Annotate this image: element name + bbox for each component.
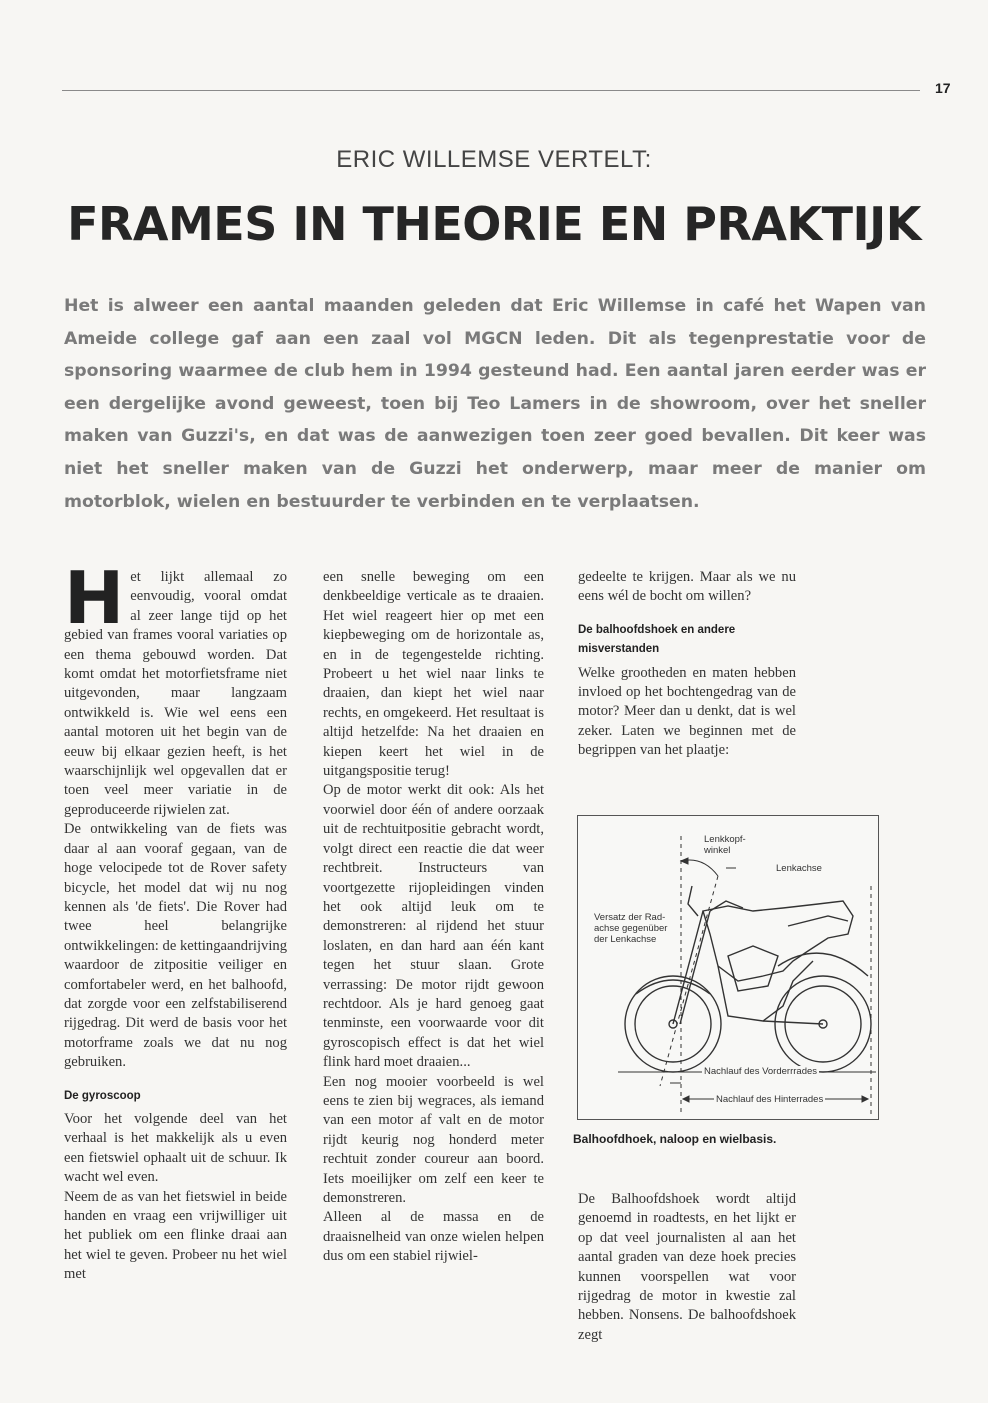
label-nachlauf-hinterrad: Nachlauf des Hinterrades [716, 1094, 824, 1105]
figure-caption: Balhoofdhoek, naloop en wielbasis. [573, 1132, 777, 1146]
paragraph: De Balhoofdshoek wordt altijd genoemd in roadtests, en het lijkt er op dat veel journalisten al aan het aantal graden van deze hoek precies kunnen voorspellen wat voor rijgedrag de motor in kwestie zal hebben. Nonsens. De balhoofdshoek zegt [578, 1191, 796, 1343]
label-lenkkopfwinkel: Lenkkopf- winkel [704, 834, 746, 856]
label-lenkachse: Lenkachse [776, 863, 822, 874]
subheading-gyroscoop: De gyroscoop [64, 1089, 141, 1102]
article-kicker: ERIC WILLEMSE VERTELT: [336, 146, 652, 173]
paragraph-text: et lijkt allemaal zo eenvoudig, vooral omdat al zeer lange tijd op het gebied van frames vooral variaties op een thema gebouwd worden. Dat komt omdat het motorfietsframe niet uitgevonden, maar langzaam ontwikkeld is. Wie wel eens een aantal motoren uit het begin van de eeuw bij elkaar gezien heeft, is het waarschijnlijk wel opgevallen dat er toen veel meer variatie in de geproduceerde rijwielen zat. [64, 569, 287, 818]
column-3 [578, 568, 796, 761]
paragraph [64, 556, 287, 820]
paragraph: gedeelte te krijgen. Maar als we nu eens wél de bocht om willen? [578, 569, 796, 605]
paragraph: Voor het volgende deel van het verhaal is het makkelijk als u even een fietswiel ophaalt uit de schuur. Ik wacht wel even. [64, 1110, 287, 1186]
paragraph: Op de motor werkt dit ook: Als het voorwiel door één of andere oorzaak uit de rechtuitpositie gebracht wordt, volgt direct een reactie die dat weer rechtbreit. Instructeurs van voortgezette rijopleidingen vinden het ook altijd leuk om te demonstreren: al rijdend het stuur loslaten, en dan hard aan één kant tegen het stuur slaan. Grote verrassing: De motor rijdt gewoon rechtdoor. Als je hard genoeg gaat tenminste, een voorwaarde voor dit gyroscopisch effect is dat het wiel flink hard moet draaien... [323, 782, 544, 1071]
column-2 [323, 568, 544, 1267]
header-rule [62, 90, 920, 91]
paragraph: Alleen al de massa en de draaisnelheid van onze wielen helpen dus om een stabiel rijwiel- [323, 1209, 544, 1265]
subheading-balhoofdshoek: De balhoofdshoek en andere misverstanden [578, 623, 736, 656]
drop-cap: H [64, 556, 125, 640]
page-number: 17 [935, 80, 951, 96]
paragraph: Neem de as van het fietswiel in beide handen en vraag een vrijwilliger uit het publiek om een flinke draai aan het wiel te geven. Probeer nu het wiel met [64, 1188, 287, 1283]
paragraph: een snelle beweging om een denkbeeldige verticale as te draaien. Het wiel reageert hier op met een kiepbeweging om de horizontale as, en in de tegengestelde richting. Probeert u het wiel naar links te draaien, dan kiept het wiel naar rechts, en omgekeerd. Het resultaat is altijd hetzelfde: Na het draaien en kiepen keert het wiel in de uitgangspositie terug! [323, 569, 544, 780]
article-intro: Het is alweer een aantal maanden geleden dat Eric Willemse in café het Wapen van Ameide college gaf aan een zaal vol MGCN leden. Dit als tegenprestatie voor de sponsoring waarmee de club hem in 1994 gesteund had. Een aantal jaren eerder was er een dergelijke avond geweest, toen bij Teo Lamers in de showroom, over het sneller maken van Guzzi's, en dat was de aanwezigen toen zeer goed bevallen. Dit keer was niet het sneller maken van de Guzzi het onderwerp, maar meer de manier om motorblok, wielen en bestuurder te verbinden en te verplaatsen. [64, 296, 926, 512]
paragraph: Een nog mooier voorbeeld is wel eens te zien bij wegraces, als iemand van een motor af valt en de motor rijdt keurig nog honderd meter rechtuit zonder coureur aan boord. Iets moeilijker om zelf een keer te demonstreren. [323, 1073, 544, 1206]
label-nachlauf-vorderrad: Nachlauf des Vorderrrades [704, 1066, 818, 1077]
motorcycle-geometry-figure [577, 815, 879, 1120]
paragraph: De ontwikkeling van de fiets was daar al aan vooraf gegaan, van de hoge velocipede tot de Rover safety bicycle, het model dat wij nu nog kennen als 'de fiets'. Die Rover had twee heel belangrijke ontwikkelingen: de kettingaandrijving waardoor de zitpositie veiliger en comfortabeler werd, en het balhoofd, dat zorgde voor een zelfstabiliserend rijgedrag. Dit werd de basis voor het motorframe zoals we dat nu nog gebruiken. [64, 821, 287, 1071]
article-title: FRAMES IN THEORIE EN PRAKTIJK [67, 197, 921, 251]
label-versatz: Versatz der Rad- achse gegenüber der Lenkachse [594, 912, 668, 945]
column-1 [64, 556, 287, 1285]
column-3-continued [578, 1190, 796, 1345]
paragraph: Welke grootheden en maten hebben invloed op het bochtengedrag van de motor? Meer dan u denkt, dat is wel zeker. Laten we beginnen met de begrippen van het plaatje: [578, 664, 796, 759]
